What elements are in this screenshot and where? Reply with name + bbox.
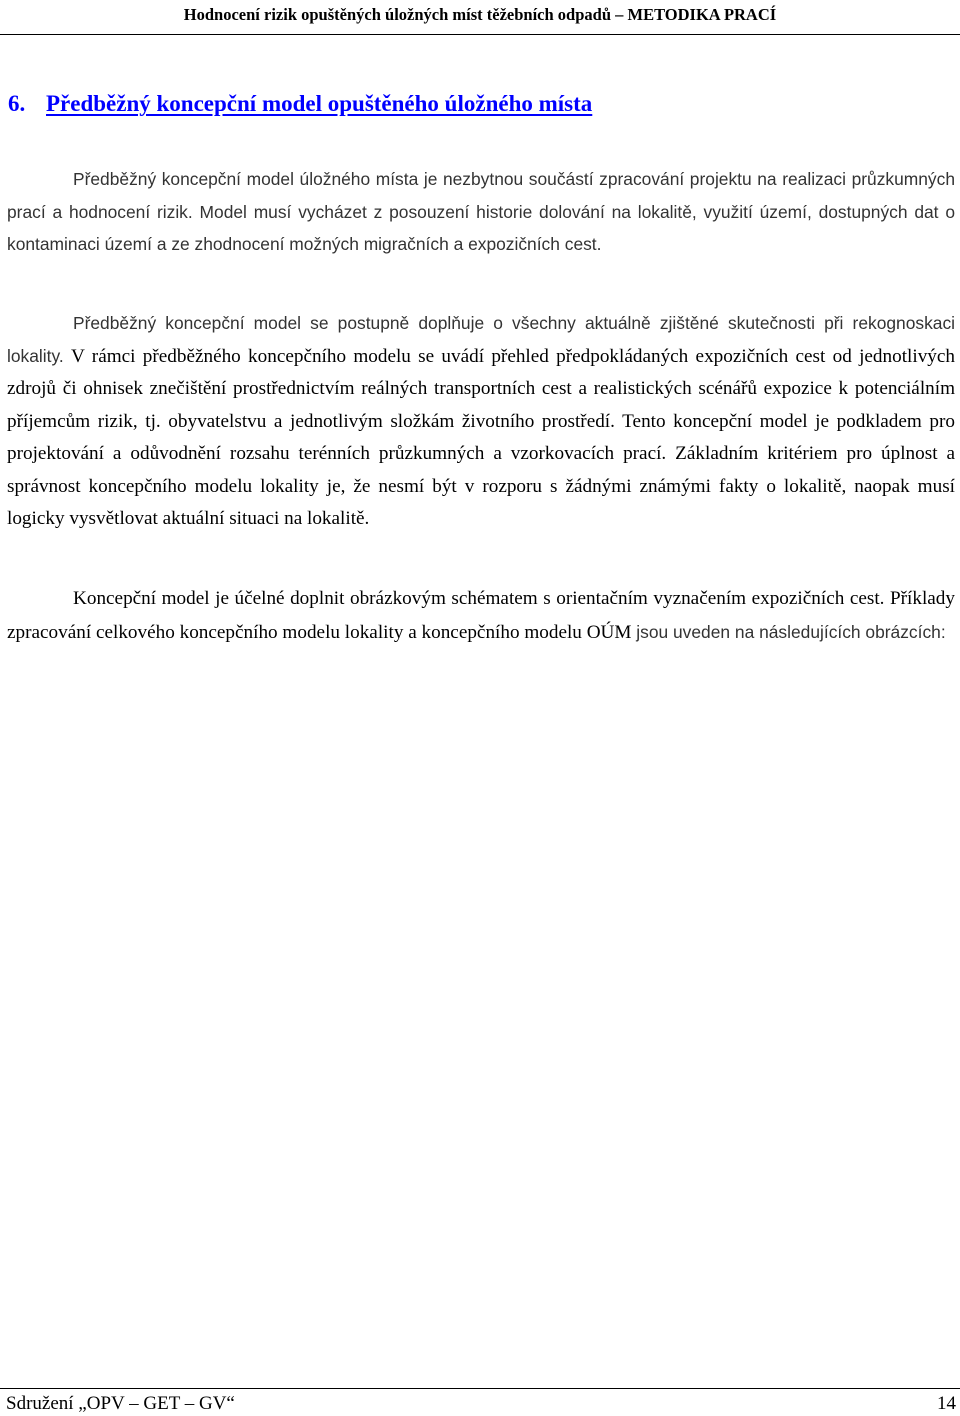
section-heading xyxy=(8,89,592,119)
header-divider xyxy=(0,34,960,35)
page-number: 14 xyxy=(937,1393,956,1414)
running-header: Hodnocení rizik opuštěných úložných míst těžebních odpadů – METODIKA PRACÍ xyxy=(183,5,777,24)
paragraph-3 xyxy=(7,583,955,649)
paragraph-3-part-2: jsou uveden na následujících obrázcích: xyxy=(636,621,946,642)
footer-organization: Sdružení „OPV – GET – GV“ xyxy=(6,1393,235,1414)
section-title: Předběžný koncepční model opuštěného úložného místa xyxy=(46,91,593,116)
paragraph-2-part-1: Předběžný koncepční model se postupně doplňuje o všechny aktuálně zjištěné skutečnosti při rekognoskaci lokality. xyxy=(7,313,955,366)
footer-divider xyxy=(0,1388,960,1389)
section-number: 6. xyxy=(8,91,26,116)
paragraph-1-part-2: Model musí vycházet z posouzení historie dolování na lokalitě, využití území, dostupných dat o kontaminaci území a ze zhodnocení možných migračních a expozičních cest. xyxy=(7,201,955,254)
paragraph-3-part-1: Koncepční model je účelné doplnit obrázkovým schématem s orientačním vyznačením expozičních cest. Příklady zpracování celkového koncepčního modelu lokality a koncepčního modelu OÚM xyxy=(7,588,955,643)
paragraph-2-part-2: V rámci předběžného koncepčního modelu se uvádí přehled předpokládaných expozičních cest od jednotlivých zdrojů či ohnisek znečištění prostřednictvím reálných transportních cest a realistických scénářů expozice k potenciálním příjemcům rizik, tj. obyvatelstvu a jednotlivým složkám životního prostředí. Tento koncepční model je podkladem pro projektování a odůvodnění rozsahu terénních průzkumných a vzorkovacích prací. Základním kritériem pro úplnost a správnost koncepčního modelu lokality je, že nesmí být v rozporu s žádnými známými fakty o lokalitě, naopak musí logicky vysvětlovat aktuální situaci na lokalitě. xyxy=(7,345,956,529)
paragraph-1 xyxy=(7,163,955,261)
paragraph-2 xyxy=(7,307,955,536)
paragraph-1-part-1: Předběžný koncepční model úložného místa je nezbytnou součástí zpracování projektu na realizaci průzkumných prací a hodnocení rizik. xyxy=(7,169,955,222)
